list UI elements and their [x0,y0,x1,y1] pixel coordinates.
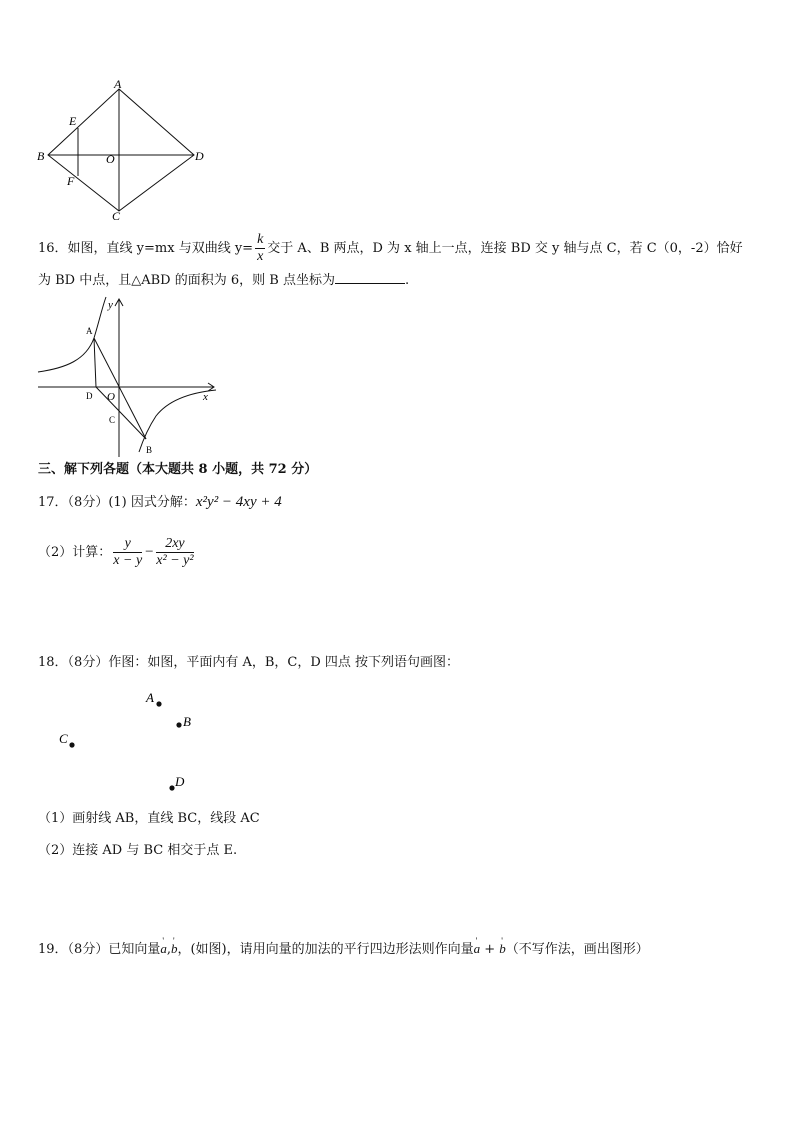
point-D-dot [169,785,174,790]
q17-frac1 [113,536,142,569]
q16-end: . [404,273,410,288]
q19-comma: , [166,942,171,957]
axis-label-x: x [203,391,208,403]
points-figure [50,685,210,800]
q16-answer-blank [335,271,405,284]
point-A-dot [156,701,161,706]
point-label-A: A [146,690,154,705]
q17-frac2-num: 2xy [156,536,193,553]
label-D: D [195,149,204,163]
label-A: A [114,77,122,91]
q17-frac2-den: x² − y² [156,553,194,568]
hyperbola-figure [36,294,221,460]
q17-frac1-num: y [113,536,142,553]
q17-minus: − [144,544,155,560]
q17-part2 [38,536,196,569]
point-label-C: C [59,731,68,746]
q18-step1: （1）画射线 AB，直线 BC，线段 AC [38,811,260,826]
point-B-dot [176,722,181,727]
label-O: O [106,152,115,166]
point-C-dot [69,742,74,747]
q16-line1 [38,232,743,265]
q19-text-a: 19．（8分）已知向量 [38,942,161,957]
q17-part1 [38,493,282,512]
point-label-B: B [183,714,191,729]
point-label-D: D [175,774,185,789]
point-label-D: D [86,391,93,401]
q19-text-b: ，(如图)，请用向量的加法的平行四边形法则作向量 [177,942,474,957]
q19-text [38,940,649,959]
section-3-title: 三、解下列各题（本大题共 8 小题，共 72 分） [38,462,318,477]
q16-mid: 交于 A、B 两点，D 为 x 轴上一点，连接 BD 交 y 轴与点 C，若 C（0，-2）恰好 [267,241,743,256]
q17-frac2 [156,536,193,569]
q19-text-c: （不写作法，画出图形） [505,942,649,957]
label-F: F [67,174,75,188]
q19-sum-b: ' b [499,941,506,956]
q17-part2-label: （2）计算： [38,545,112,560]
q17-part1-expr: x²y² − 4xy + 4 [195,494,282,510]
q17-frac1-den: x − y [113,553,143,568]
q16-line2-text: 为 BD 中点，且△ABD 的面积为 6，则 B 点坐标为 [38,273,335,288]
point-label-A: A [86,326,93,336]
point-label-C: C [109,415,116,425]
q19-sum-a: ' a [474,941,481,956]
label-E: E [69,114,77,128]
label-C: C [112,209,121,223]
q19-plus: + [480,942,500,957]
q18-text: 18．（8分）作图：如图，平面内有 A，B，C，D 四点 按下列语句画图： [38,655,460,670]
q19-vector-a: ' a [160,941,167,956]
label-B: B [37,149,45,163]
q19-vector-b: ' b [171,941,178,956]
point-label-B: B [146,445,153,455]
q16-prefix: 16．如图，直线 y=mx 与双曲线 y= [38,241,254,256]
q18-step2: （2）连接 AD 与 BC 相交于点 E. [38,843,238,858]
q16-frac-num: k [257,232,264,247]
axis-label-y: y [108,299,113,311]
q17-part1-label: 17．（8分）(1) 因式分解： [38,495,196,510]
origin-label-O: O [107,391,115,403]
q16-line2 [38,271,409,290]
q16-frac-den: x [257,249,264,264]
rhombus-figure [30,75,220,225]
q16-fraction [255,232,265,265]
